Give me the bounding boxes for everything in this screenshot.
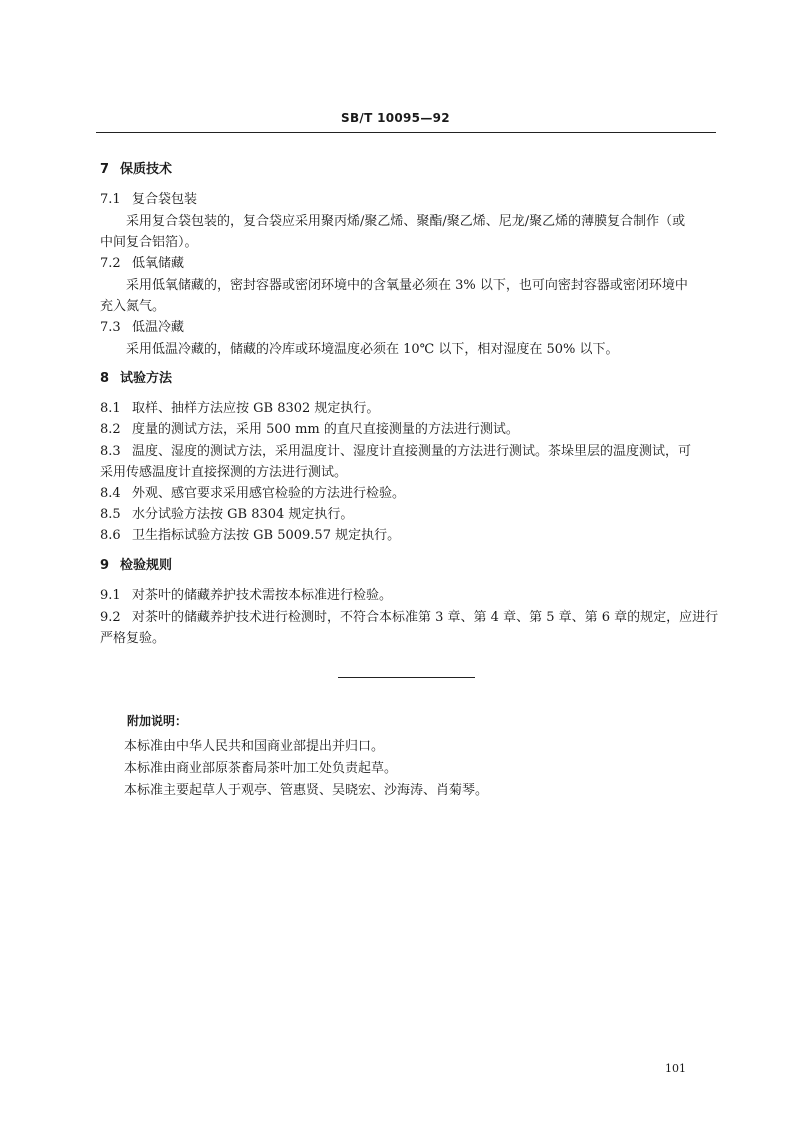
notes-title: 附加说明： bbox=[127, 714, 188, 728]
clause-title: 复合袋包装 bbox=[132, 192, 198, 207]
clause-8-3 bbox=[100, 440, 691, 459]
clause-number: 7.3 bbox=[100, 320, 121, 335]
clause-number: 7.2 bbox=[100, 256, 121, 271]
clause-8-5 bbox=[100, 503, 353, 522]
clause-8-2 bbox=[100, 418, 519, 437]
section-7-heading bbox=[100, 158, 172, 177]
clause-text: 取样、抽样方法应按 GB 8302 规定执行。 bbox=[132, 401, 380, 416]
clause-number: 9.2 bbox=[100, 610, 121, 625]
clause-text: 水分试验方法按 GB 8304 规定执行。 bbox=[132, 507, 354, 522]
page-number: 101 bbox=[665, 1062, 686, 1075]
clause-9-2 bbox=[100, 606, 718, 625]
clause-title: 低温冷藏 bbox=[132, 320, 185, 335]
clause-7-2-text-line2: 充入氮气。 bbox=[100, 299, 166, 314]
notes-line-1: 本标准由中华人民共和国商业部提出并归口。 bbox=[124, 739, 385, 754]
section-title: 保质技术 bbox=[120, 162, 173, 177]
clause-number: 8.3 bbox=[100, 444, 121, 459]
clause-7-3-heading bbox=[100, 316, 184, 335]
clause-8-6 bbox=[100, 524, 400, 543]
clause-9-1 bbox=[100, 584, 392, 603]
clause-text: 对茶叶的储藏养护技术进行检测时，不符合本标准第 3 章、第 4 章、第 5 章、第 6 章的规定，应进行 bbox=[132, 610, 719, 625]
clause-text: 对茶叶的储藏养护技术需按本标准进行检验。 bbox=[132, 588, 393, 603]
clause-number: 9.1 bbox=[100, 588, 121, 603]
clause-7-2-text-line1: 采用低氧储藏的，密封容器或密闭环境中的含氧量必须在 3% 以下，也可向密封容器或密闭环境中 bbox=[126, 278, 688, 293]
end-divider bbox=[338, 677, 475, 678]
clause-7-3-text-line1: 采用低温冷藏的，储藏的冷库或环境温度必须在 10℃ 以下，相对湿度在 50% 以下。 bbox=[126, 342, 619, 357]
section-title: 检验规则 bbox=[120, 558, 173, 573]
section-title: 试验方法 bbox=[120, 371, 173, 386]
clause-number: 8.2 bbox=[100, 422, 121, 437]
section-9-heading bbox=[100, 554, 172, 573]
notes-line-2: 本标准由商业部原茶畜局茶叶加工处负责起草。 bbox=[124, 761, 398, 776]
clause-7-1-text-line1: 采用复合袋包装的，复合袋应采用聚丙烯/聚乙烯、聚酯/聚乙烯、尼龙/聚乙烯的薄膜复合制作（或 bbox=[126, 214, 686, 229]
clause-8-3-text-line2: 采用传感温度计直接探测的方法进行测试。 bbox=[100, 465, 348, 480]
clause-number: 8.4 bbox=[100, 486, 121, 501]
section-number: 9 bbox=[100, 558, 110, 573]
clause-8-4 bbox=[100, 482, 405, 501]
clause-number: 8.5 bbox=[100, 507, 121, 522]
header-rule bbox=[96, 132, 716, 133]
notes-line-3: 本标准主要起草人于观亭、管惠贤、吴晓宏、沙海涛、肖菊琴。 bbox=[124, 783, 489, 798]
clause-7-1-text-line2: 中间复合铝箔）。 bbox=[100, 235, 198, 250]
clause-number: 7.1 bbox=[100, 192, 121, 207]
clause-title: 低氧储藏 bbox=[132, 256, 185, 271]
section-number: 8 bbox=[100, 371, 110, 386]
clause-7-2-heading bbox=[100, 252, 184, 271]
section-8-heading bbox=[100, 367, 172, 386]
clause-text: 卫生指标试验方法按 GB 5009.57 规定执行。 bbox=[132, 528, 401, 543]
clause-number: 8.1 bbox=[100, 401, 121, 416]
clause-9-2-text-line2: 严格复验。 bbox=[100, 631, 166, 646]
clause-number: 8.6 bbox=[100, 528, 121, 543]
clause-text: 温度、湿度的测试方法，采用温度计、湿度计直接测量的方法进行测试。茶垛里层的温度测试，可 bbox=[132, 444, 692, 459]
clause-7-1-heading bbox=[100, 188, 197, 207]
clause-text: 外观、感官要求采用感官检验的方法进行检验。 bbox=[132, 486, 406, 501]
section-number: 7 bbox=[100, 162, 110, 177]
clause-8-1 bbox=[100, 397, 379, 416]
clause-text: 度量的测试方法，采用 500 mm 的直尺直接测量的方法进行测试。 bbox=[132, 422, 519, 437]
standard-number-header: SB/T 10095—92 bbox=[341, 111, 450, 125]
